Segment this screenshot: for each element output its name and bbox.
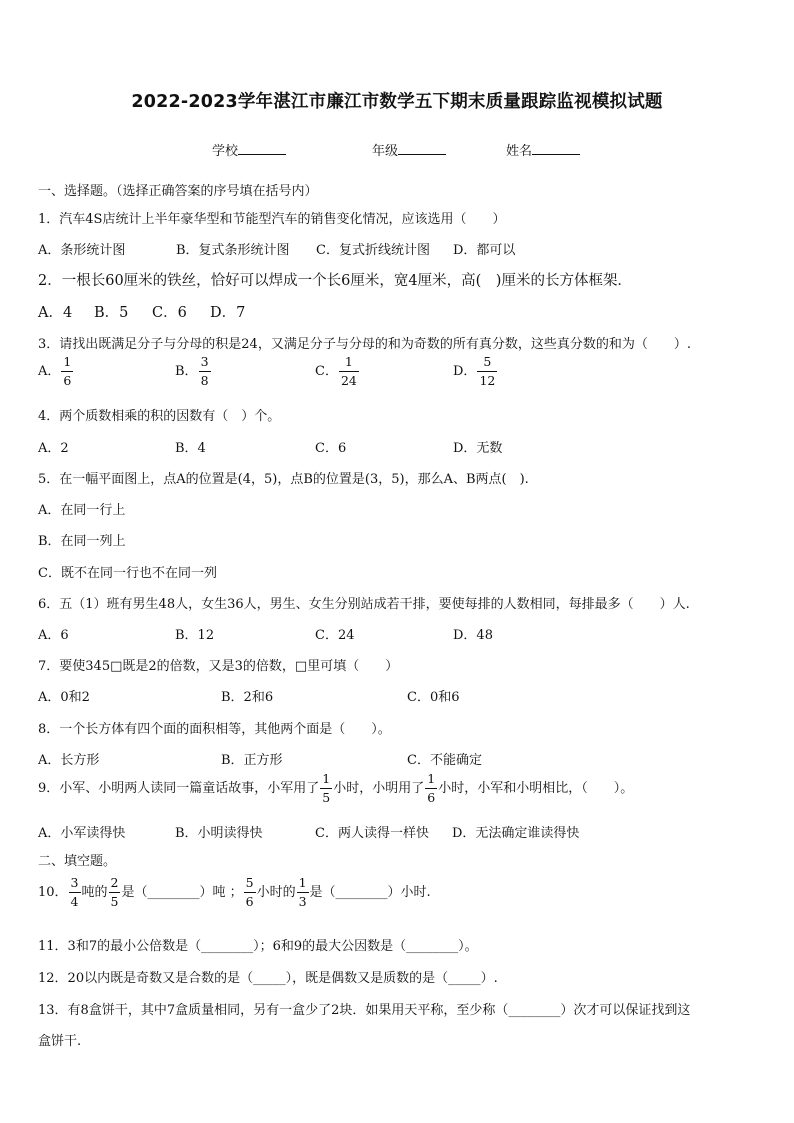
name-field <box>506 140 580 159</box>
question-1: 1．汽车4S店统计上半年豪华型和节能型汽车的销售变化情况，应该选用（ ） <box>38 212 506 227</box>
q10-fraction-4 <box>297 877 309 908</box>
q9-option-d: D．无法确定谁读得快 <box>452 826 580 841</box>
fraction-denominator: 6 <box>427 789 436 805</box>
fraction-numerator: 1 <box>339 356 359 372</box>
fraction-denominator: 4 <box>70 893 79 909</box>
q6-option-a: A．6 <box>38 628 69 643</box>
school-blank <box>238 140 286 155</box>
q10-fraction-2 <box>109 877 121 908</box>
question-13-line-1: 13．有8盒饼干，其中7盒质量相同，另有一盒少了2块．如果用天平称，至少称（________）次才可以保证找到这 <box>38 1003 691 1018</box>
school-label: 学校 <box>212 144 239 159</box>
fraction-numerator: 1 <box>61 356 73 372</box>
q3-option-c <box>315 356 453 387</box>
fraction-numerator: 5 <box>477 356 497 372</box>
question-4-options <box>38 437 502 456</box>
question-6-options <box>38 624 493 643</box>
fraction-denominator: 6 <box>245 893 254 909</box>
question-3: 3．请找出既满足分子与分母的积是24，又满足分子与分母的和为奇数的所有真分数，这些真分数的和为（ ）. <box>38 337 691 352</box>
q9-option-b: B．小明读得快 <box>175 826 263 841</box>
q9-text-1: 9．小军、小明两人读同一篇童话故事，小军用了 <box>38 781 320 796</box>
fraction-numerator: 3 <box>199 356 211 372</box>
q10-fraction-3 <box>244 877 256 908</box>
section-heading-choice: 一、选择题。（选择正确答案的序号填在括号内） <box>38 184 318 199</box>
q3-option-a <box>38 356 175 387</box>
q5-option-c: C．既不在同一行也不在同一列 <box>38 566 217 581</box>
q1-option-a: A．条形统计图 <box>38 243 126 258</box>
q1-option-c: C．复式折线统计图 <box>316 243 430 258</box>
fraction-denominator: 6 <box>63 372 72 388</box>
q3-option-b-fraction <box>199 356 211 387</box>
q7-option-a: A．0和2 <box>38 690 90 705</box>
q10-number: 10． <box>38 885 68 900</box>
question-1-options <box>38 239 515 258</box>
question-4: 4．两个质数相乘的积的因数有（ ）个。 <box>38 409 281 424</box>
q9-text-2: 小时，小明用了 <box>333 781 425 796</box>
q1-option-b: B．复式条形统计图 <box>176 243 290 258</box>
q4-option-c: C．6 <box>315 441 347 456</box>
q4-option-d: D．无数 <box>453 441 503 456</box>
fraction-denominator: 5 <box>110 893 119 909</box>
q2-option-b: B．5 <box>94 305 129 321</box>
question-12: 12．20以内既是奇数又是合数的是（_____），既是偶数又是质数的是（_____）. <box>38 971 498 986</box>
grade-field <box>372 140 446 159</box>
q7-option-c: C．0和6 <box>407 690 460 705</box>
q3-option-a-label: A． <box>38 364 61 379</box>
fraction-numerator: 1 <box>320 773 332 789</box>
fraction-denominator: 3 <box>298 893 307 909</box>
q9-option-c: C．两人读得一样快 <box>315 826 429 841</box>
q3-option-d <box>453 356 498 387</box>
question-13-line-2: 盒饼干. <box>38 1034 82 1049</box>
q9-fraction-1 <box>320 773 332 804</box>
fraction-denominator: 24 <box>340 372 357 388</box>
q2-option-a: A．4 <box>38 305 73 321</box>
question-9 <box>38 773 633 804</box>
fraction-denominator: 8 <box>200 372 209 388</box>
q8-option-a: A．长方形 <box>38 753 100 768</box>
q1-option-d: D．都可以 <box>453 243 516 258</box>
question-9-options <box>38 822 579 841</box>
q8-option-c: C．不能确定 <box>407 753 482 768</box>
question-8-options <box>38 749 482 768</box>
q4-option-b: B．4 <box>175 441 206 456</box>
question-7: 7．要使345□既是2的倍数，又是3的倍数，□里可填（ ） <box>38 659 399 674</box>
q2-option-c: C．6 <box>152 305 187 321</box>
q2-option-d: D．7 <box>210 305 246 321</box>
q3-option-d-fraction <box>477 356 497 387</box>
question-2: 2．一根长60厘米的铁丝，恰好可以焊成一个长6厘米，宽4厘米，高( )厘米的长方体框架． <box>38 273 632 289</box>
q10-text-4: 小时的 <box>256 885 296 900</box>
section-heading-fill: 二、填空题。 <box>38 854 117 869</box>
q10-fraction-1 <box>69 877 81 908</box>
q8-option-b: B．正方形 <box>221 753 283 768</box>
q10-text-3: 是（________）吨 ； <box>121 885 243 900</box>
q9-fraction-2 <box>425 773 437 804</box>
q9-text-3: 小时，小军和小明相比，（ ）。 <box>438 781 634 796</box>
fraction-numerator: 5 <box>244 877 256 893</box>
q10-text-2: 吨的 <box>81 885 108 900</box>
fraction-numerator: 1 <box>425 773 437 789</box>
question-7-options <box>38 686 460 705</box>
grade-label: 年级 <box>372 144 399 159</box>
question-2-options <box>38 301 245 322</box>
q4-option-a: A．2 <box>38 441 69 456</box>
q3-option-b <box>175 356 315 387</box>
fraction-denominator: 5 <box>322 789 331 805</box>
q3-option-c-fraction <box>339 356 359 387</box>
fraction-numerator: 1 <box>297 877 309 893</box>
q5-option-b: B．在同一列上 <box>38 534 126 549</box>
q5-option-a: A．在同一行上 <box>38 503 126 518</box>
fraction-numerator: 3 <box>69 877 81 893</box>
question-11: 11．3和7的最小公倍数是（________）；6和9的最大公因数是（________）。 <box>38 939 478 954</box>
name-label: 姓名 <box>506 144 533 159</box>
question-10 <box>38 877 431 908</box>
page-title: 2022-2023学年湛江市廉江市数学五下期末质量跟踪监视模拟试题 <box>131 92 663 112</box>
q7-option-b: B．2和6 <box>221 690 274 705</box>
question-5: 5．在一幅平面图上，点A的位置是(4，5)，点B的位置是(3，5)，那么A、B两点( ). <box>38 472 529 487</box>
q3-option-d-label: D． <box>453 364 477 379</box>
q6-option-d: D．48 <box>453 628 493 643</box>
q3-option-b-label: B． <box>175 364 198 379</box>
q6-option-b: B．12 <box>175 628 215 643</box>
q3-option-a-fraction <box>61 356 73 387</box>
question-8: 8．一个长方体有四个面的面积相等，其他两个面是（ ）。 <box>38 722 391 737</box>
question-3-options <box>38 356 498 387</box>
school-field <box>212 140 286 159</box>
q9-option-a: A．小军读得快 <box>38 826 126 841</box>
grade-blank <box>398 140 446 155</box>
fraction-denominator: 12 <box>479 372 496 388</box>
fraction-numerator: 2 <box>109 877 121 893</box>
question-6: 6．五（1）班有男生48人，女生36人，男生、女生分别站成若干排，要使每排的人数相同，每排最多（ ）人. <box>38 597 690 612</box>
name-blank <box>532 140 580 155</box>
q10-text-5: 是（________）小时. <box>309 885 431 900</box>
q6-option-c: C．24 <box>315 628 355 643</box>
q3-option-c-label: C． <box>315 364 338 379</box>
